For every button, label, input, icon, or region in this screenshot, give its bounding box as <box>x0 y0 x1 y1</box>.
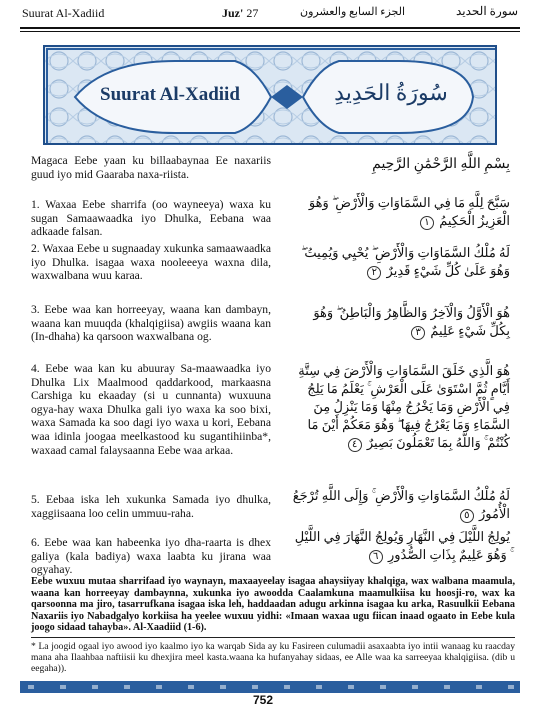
arabic-verse-2 <box>292 244 510 280</box>
arabic-verse-2-text: لَهُ مُلْكُ السَّمَاوَاتِ وَالْأَرْضِ ۖ يُحْيِي وَيُمِيتُ ۖ وَهُوَ عَلَىٰ كُلِّ شَيْءٍ قَدِيرٌ <box>301 245 510 278</box>
bottom-ornament-band <box>20 681 520 693</box>
page-number: 752 <box>253 693 274 707</box>
basmala-translation: Magaca Eebe yaan ku billaabaynaa Ee naxariis guud iyo mid Gaaraba naxa-riista. <box>31 154 271 181</box>
arabic-verse-5 <box>292 487 510 523</box>
commentary-paragraph: Eebe wuxuu mutaa sharrifaad iyo waynayn, maxaayeelay isagaa ahaysiiyay khalqiga, wax walbana maamula, waana kan horreeyay dambaynna, xukunka iyo awoodda Caalamkuna maamulkiisa ku hoosji-ro, wax ka qarsoonna ma jiro, tasarrufkana isagaa iska leh, haddaadan adugu arkinna isagaa ku arka, Rasuulkii Eebana Naxariis iyo Nabadgalyo korkiisa ha yeelee wuxuu yidhi: «Imaan waxaa ugu fiican inaad ogaato in Eebe kula joogo sidaad tahayba». Al-Xaadiid (1-6). <box>31 576 515 634</box>
juz-label: Juz' <box>222 6 244 20</box>
arabic-verse-6 <box>292 528 510 564</box>
footnote: * La joogid ogaal iyo awood iyo kaalmo iyo ka warqab Sida ay ku Fasireen culumadii asaxaabta iyo intii wanaag ku raacday mana aha Ilaahbaa naftiisii ku dhexjira meel kasta.waana ka hufanyahay sidaas, ee Alle waa ka sarreeyaa khalqigiisa. (dib u eegaha)). <box>31 641 515 674</box>
verse-translation-1: 1. Waxaa Eebe sharrifa (oo wayneeya) waxa ku sugan Samaawaadka iyo Dhulka, Eebana waa adkaade falsan. <box>31 198 271 239</box>
juz-arabic: الجزء السابع والعشرون <box>300 6 406 18</box>
arabic-verse-1 <box>292 194 510 230</box>
arabic-verse-4-text: هُوَ الَّذِي خَلَقَ السَّمَاوَاتِ وَالْأَرْضَ فِي سِتَّةِ أَيَّامٍ ثُمَّ اسْتَوَىٰ عَلَى الْعَرْشِ ۚ يَعْلَمُ مَا يَلِجُ فِي الْأَرْضِ وَمَا يَخْرُجُ مِنْهَا وَمَا يَنْزِلُ مِنَ السَّمَاءِ وَمَا يَعْرُجُ فِيهَا ۖ وَهُوَ مَعَكُمْ أَيْنَ مَا كُنْتُمْ ۚ وَاللَّهُ بِمَا تَعْمَلُونَ بَصِيرٌ <box>298 363 510 450</box>
arabic-verse-6-text: يُولِجُ اللَّيْلَ فِي النَّهَارِ وَيُولِجُ النَّهَارَ فِي اللَّيْلِ ۚ وَهُوَ عَلِيمٌ بِذَاتِ الصُّدُورِ <box>294 529 510 562</box>
basmala-arabic: بِسْمِ اللَّهِ الرَّحْمَٰنِ الرَّحِيمِ <box>372 157 510 172</box>
banner-title: Suurat Al-Xadiid <box>100 84 240 105</box>
verse-translation-5: 5. Eebaa iska leh xukunka Samada iyo dhulka, xaggiisaana loo celin ummuu-raha. <box>31 493 271 520</box>
arabic-verse-3 <box>292 304 510 340</box>
footnote-rule <box>31 637 515 638</box>
juz-number: 27 <box>246 6 259 20</box>
ayah-marker-3: ٣ <box>411 326 425 340</box>
header-rule-thin <box>20 31 520 32</box>
ayah-marker-1: ١ <box>420 216 434 230</box>
arabic-verse-4 <box>292 362 510 452</box>
header-rule <box>20 27 520 29</box>
verse-translation-2: 2. Waxaa Eebe u sugnaaday xukunka samaawaadka iyo Dhulka. isagaa waxa noolee​eya waxna dila, waxwalbana wuu karaa. <box>31 242 271 283</box>
running-title: Suurat Al-Xadiid <box>22 6 105 20</box>
page-header <box>0 0 540 28</box>
arabic-verse-1-text: سَبَّحَ لِلَّهِ مَا فِي السَّمَاوَاتِ وَالْأَرْضِ ۖ وَهُوَ الْعَزِيزُ الْحَكِيمُ <box>308 195 510 228</box>
ayah-marker-2: ٢ <box>367 266 381 280</box>
arabic-verse-5-text: لَهُ مُلْكُ السَّمَاوَاتِ وَالْأَرْضِ ۚ وَإِلَى اللَّهِ تُرْجَعُ الْأُمُورُ <box>292 488 510 521</box>
arabic-verse-3-text: هُوَ الْأَوَّلُ وَالْآخِرُ وَالظَّاهِرُ وَالْبَاطِنُ ۖ وَهُوَ بِكُلِّ شَيْءٍ عَلِيمٌ <box>313 305 510 338</box>
ayah-marker-5: ٥ <box>460 509 474 523</box>
ayah-marker-4: ٤ <box>348 438 362 452</box>
verse-translation-3: 3. Eebe waa kan horreeyay, waana kan dambayn, waana kan muuqda (khalqigiisa) awgiis waana kan (In-dhaha) ka qarsoon waxwalbana og. <box>31 303 271 344</box>
verse-translation-6: 6. Eebe waa kan habeenka iyo dha-raarta is dhex galiya (kala badiya) waxa laabta ku jirana waa ogyahay. <box>31 536 271 577</box>
juz-indicator <box>222 6 258 21</box>
surah-arabic-header: سورة الحديد <box>455 4 518 18</box>
banner-arabic-title: سُورَةُ الحَدِيدِ <box>334 80 448 105</box>
verse-translation-4: 4. Eebe waa kan ku abuuray Sa-maawaadka iyo Dhulka Lix Maalmood qaddarkood, markaasna Carshiga ku ekaaday (si u cunnanta) wuxuuna ogya-hay waxa Dhulka gali iyo waxa ka soo bixi, waxa Samada ka soo dagi iyo waxa u kori, Eebana waa idinla joogaa meelkastood ku suganti​hiinba*, waxaad camal falaysaanna Eebe waa arkaa. <box>31 362 271 457</box>
ayah-marker-6: ٦ <box>369 550 383 564</box>
